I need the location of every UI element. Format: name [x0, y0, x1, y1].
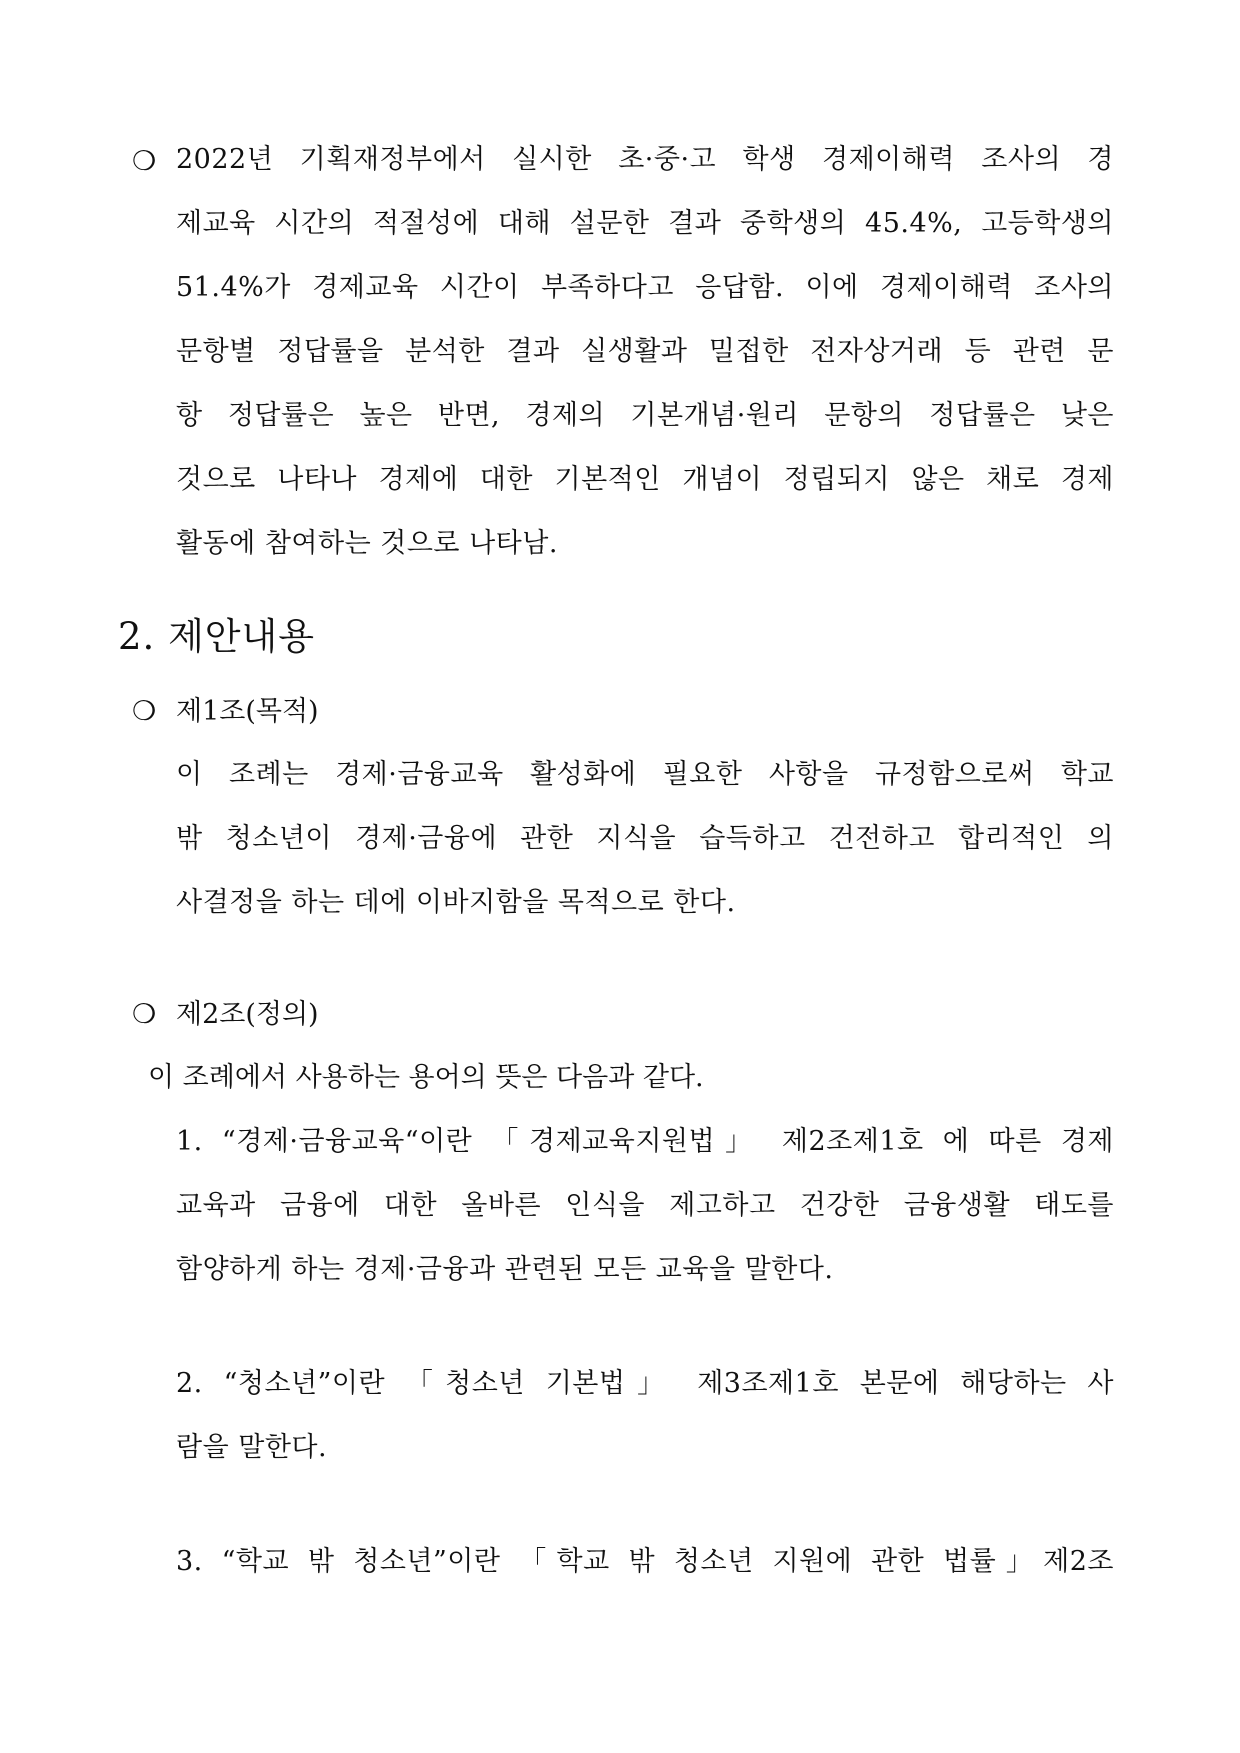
intro-line-4: 문항별 정답률을 분석한 결과 실생활과 밀접한 전자상거래 등 관련 문 — [176, 336, 1114, 367]
item1-line-2: 교육과 금융에 대한 올바른 인식을 제고하고 건강한 금융생활 태도를 — [176, 1190, 1114, 1221]
definition-item-1 — [176, 1110, 1114, 1302]
item3-line-1: 3. “학교 밖 청소년”이란 「학교 밖 청소년 지원에 관한 법률」제2조 — [176, 1546, 1114, 1577]
item1-line-3: 함양하게 하는 경제·금융과 관련된 모든 교육을 말한다. — [176, 1254, 834, 1285]
item2-line-1: 2. “청소년”이란 「청소년 기본법」 제3조제1호 본문에 해당하는 사 — [176, 1368, 1114, 1399]
article2-bullet-icon: ❍ — [132, 999, 157, 1030]
article2-heading: 제2조(정의) — [176, 999, 319, 1030]
article2-intro: 이 조례에서 사용하는 용어의 뜻은 다음과 같다. — [148, 1062, 704, 1093]
intro-line-1: 2022년 기획재정부에서 실시한 초·중·고 학생 경제이해력 조사의 경 — [176, 144, 1114, 175]
intro-line-3: 51.4%가 경제교육 시간이 부족하다고 응답함. 이에 경제이해력 조사의 — [176, 272, 1114, 303]
intro-bullet-icon: ❍ — [132, 146, 157, 177]
intro-line-5: 항 정답률은 높은 반면, 경제의 기본개념·원리 문항의 정답률은 낮은 — [176, 400, 1114, 431]
intro-line-7: 활동에 참여하는 것으로 나타남. — [176, 528, 558, 559]
intro-paragraph — [176, 128, 1114, 576]
article1-line-2: 밖 청소년이 경제·금융에 관한 지식을 습득하고 건전하고 합리적인 의 — [176, 823, 1114, 854]
article1-line-3: 사결정을 하는 데에 이바지함을 목적으로 한다. — [176, 887, 736, 918]
intro-line-6: 것으로 나타나 경제에 대한 기본적인 개념이 정립되지 않은 채로 경제 — [176, 464, 1114, 495]
definition-item-3 — [176, 1530, 1114, 1594]
article1-paragraph — [176, 743, 1114, 935]
intro-line-2: 제교육 시간의 적절성에 대해 설문한 결과 중학생의 45.4%, 고등학생의 — [176, 208, 1114, 239]
article1-bullet-icon: ❍ — [132, 696, 157, 727]
article1-line-1: 이 조례는 경제·금융교육 활성화에 필요한 사항을 규정함으로써 학교 — [176, 759, 1114, 790]
section-title: 2. 제안내용 — [118, 615, 316, 658]
item1-line-1: 1. “경제·금융교육“이란 「경제교육지원법」 제2조제1호 에 따른 경제 — [176, 1126, 1114, 1157]
article1-heading: 제1조(목적) — [176, 696, 319, 727]
definition-item-2 — [176, 1352, 1114, 1480]
item2-line-2: 람을 말한다. — [176, 1432, 328, 1463]
